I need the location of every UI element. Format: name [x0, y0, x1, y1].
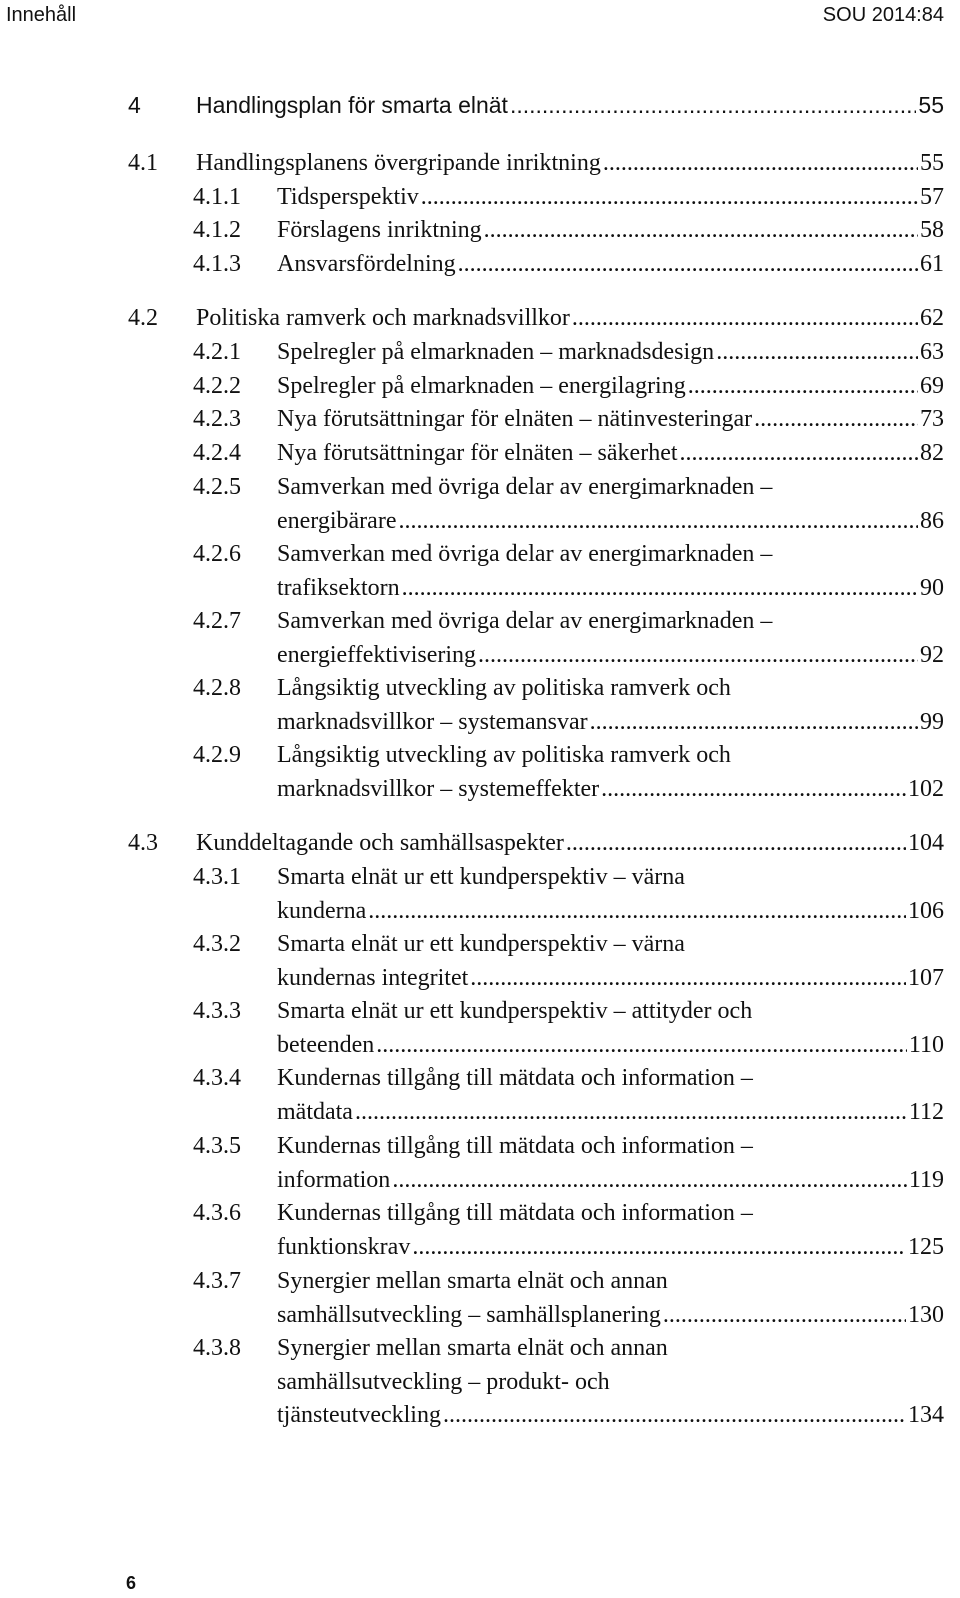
toc-entry-number: 4.3.6: [193, 1200, 241, 1226]
toc-leader-dots: [566, 830, 906, 857]
toc-entry-title-line-last: [277, 373, 944, 407]
toc-entry-title-line: [277, 864, 685, 898]
toc-entry-number: 4.3.4: [193, 1065, 241, 1091]
toc-leader-dots: [680, 440, 918, 467]
toc-entry-number: 4.2.2: [193, 373, 241, 399]
toc-entry-title: Tidsperspektiv: [277, 184, 419, 210]
toc-entry-title: Samverkan med övriga delar av energimarknaden –: [277, 608, 773, 634]
toc-entry-title-line-last: [196, 305, 944, 339]
toc-entry-title-line-last: [277, 898, 944, 932]
toc-entry-title: kunderna: [277, 897, 367, 924]
toc-leader-dots: [398, 508, 918, 535]
toc-entry-page: 130: [908, 1301, 944, 1328]
section-label: Innehåll: [6, 4, 77, 26]
toc-entry-page: 73: [920, 406, 944, 432]
toc-entry-title: Långsiktig utveckling av politiska ramverk och: [277, 675, 731, 701]
toc-entry-title-line-last: [277, 1099, 944, 1133]
toc-entry-title-line: [277, 1268, 668, 1302]
toc-entry-title-line: [277, 1065, 753, 1099]
toc-entry-number: 4: [128, 92, 141, 118]
toc-entry-title-line: [277, 998, 752, 1032]
toc-entry-number: 4.1: [128, 150, 158, 176]
toc-entry-title-line-last: [196, 150, 944, 184]
toc-entry-title: Kunddeltagande och samhällsaspekter: [196, 830, 564, 856]
toc-leader-dots: [663, 1302, 906, 1329]
toc-entry-number: 4.2.6: [193, 541, 241, 567]
toc-entry-title: information: [277, 1166, 391, 1193]
toc-entry-title-line-last: [277, 339, 944, 373]
toc-leader-dots: [421, 184, 918, 211]
toc-entry-number: 4.3.5: [193, 1133, 241, 1159]
toc-entry-page: 63: [920, 339, 944, 365]
toc-entry-title: trafiksektorn: [277, 574, 400, 601]
toc-entry-page: 62: [920, 305, 944, 331]
toc-entry-title-line: [277, 608, 772, 642]
toc-entry-title-line-last: [277, 1302, 944, 1336]
toc-entry-title-line-last: [277, 1032, 944, 1066]
toc-entry-number: 4.3.1: [193, 864, 241, 890]
toc-entry-title: Synergier mellan smarta elnät och annan: [277, 1335, 668, 1361]
toc-entry-title-line: [277, 742, 731, 776]
toc-entry-title: Politiska ramverk och marknadsvillkor: [196, 305, 570, 331]
toc-entry-title: Förslagens inriktning: [277, 217, 482, 243]
toc-leader-dots: [590, 709, 918, 736]
toc-entry-page: 55: [920, 150, 944, 176]
toc-leader-dots: [392, 1167, 907, 1194]
toc-entry-title-line-last: [277, 1402, 944, 1436]
toc-entry-title: funktionskrav: [277, 1233, 411, 1260]
toc-entry-number: 4.1.2: [193, 217, 241, 243]
toc-leader-dots: [443, 1402, 906, 1429]
page-header: [0, 0, 960, 40]
toc-entry-title: Samverkan med övriga delar av energimarknaden –: [277, 541, 773, 567]
toc-entry-number: 4.1.1: [193, 184, 241, 210]
toc-entry-title-line: [277, 931, 685, 965]
toc-entry-number: 4.2.7: [193, 608, 241, 634]
toc-entry-title: Spelregler på elmarknaden – marknadsdesign: [277, 339, 715, 365]
toc-entry-title: samhällsutveckling – samhällsplanering: [277, 1301, 661, 1328]
toc-entry-title-line: [277, 474, 772, 508]
toc-entry-page: 99: [920, 708, 944, 735]
page-number: 6: [126, 1573, 137, 1593]
toc-leader-dots: [603, 150, 918, 177]
toc-entry-page: 106: [908, 897, 944, 924]
toc-entry-title-line: [277, 1200, 753, 1234]
toc-leader-dots: [470, 965, 906, 992]
toc-entry-page: 86: [920, 507, 944, 534]
toc-entry-title: Nya förutsättningar för elnäten – säkerhet: [277, 440, 678, 466]
toc-entry-page: 102: [908, 775, 944, 802]
toc-entry-title: beteenden: [277, 1031, 375, 1058]
toc-leader-dots: [716, 339, 918, 366]
toc-entry-title: samhällsutveckling – produkt- och: [277, 1368, 610, 1395]
toc-entry-page: 55: [918, 92, 944, 118]
toc-entry-number: 4.2.1: [193, 339, 241, 365]
toc-entry-title: Spelregler på elmarknaden – energilagring: [277, 373, 686, 399]
toc-entry-page: 104: [908, 830, 944, 856]
toc-entry-title-line-last: [277, 965, 944, 999]
toc-leader-dots: [402, 575, 918, 602]
toc-entry-page: 90: [920, 574, 944, 601]
toc-entry-title-line-last: [277, 508, 944, 542]
toc-entry-title: Handlingsplan för smarta elnät: [196, 92, 508, 118]
toc-entry-title-line: [277, 1335, 668, 1369]
toc-entry-number: 4.2.5: [193, 474, 241, 500]
toc-entry-number: 4.2.4: [193, 440, 241, 466]
toc-leader-dots: [458, 251, 918, 278]
toc-entry-title-line-last: [277, 217, 944, 251]
toc-entry-number: 4.2.9: [193, 742, 241, 768]
toc-entry-title: Kundernas tillgång till mätdata och information –: [277, 1065, 753, 1091]
toc-entry-title-line-last: [277, 440, 944, 474]
toc-entry-title-line-last: [277, 642, 944, 676]
toc-entry-page: 107: [908, 964, 944, 991]
toc-entry-title: Smarta elnät ur ett kundperspektiv – attityder och: [277, 998, 753, 1024]
toc-leader-dots: [355, 1099, 907, 1126]
toc-entry-page: 134: [908, 1402, 944, 1429]
toc-entry-title: Smarta elnät ur ett kundperspektiv – värna: [277, 864, 685, 890]
toc-entry-title-line-last: [277, 709, 944, 743]
toc-entry-number: 4.3.7: [193, 1268, 241, 1294]
toc-leader-dots: [754, 406, 918, 433]
toc-entry-page: 119: [908, 1166, 944, 1193]
toc-entry-number: 4.3: [128, 830, 158, 856]
toc-entry-title: Handlingsplanens övergripande inriktning: [196, 150, 601, 176]
toc-entry-page: 57: [920, 184, 944, 210]
toc-entry-title: marknadsvillkor – systemansvar: [277, 708, 588, 735]
toc-leader-dots: [601, 776, 906, 803]
toc-entry-title-line-last: [277, 776, 944, 810]
toc-leader-dots: [510, 92, 916, 119]
toc-entry-title: Synergier mellan smarta elnät och annan: [277, 1268, 668, 1294]
toc-entry-title: energibärare: [277, 507, 397, 534]
toc-entry-title-line: [277, 1133, 753, 1167]
toc-entry-number: 4.3.2: [193, 931, 241, 957]
toc-entry-number: 4.2.3: [193, 406, 241, 432]
toc-entry-number: 4.2.8: [193, 675, 241, 701]
toc-leader-dots: [572, 305, 918, 332]
toc-entry-title-line-last: [277, 1234, 944, 1268]
toc-leader-dots: [368, 898, 906, 925]
toc-entry-title-line-last: [277, 184, 944, 218]
toc-entry-page: 112: [908, 1098, 944, 1125]
toc-entry-title-line-last: [277, 575, 944, 609]
toc-entry-title: kundernas integritet: [277, 964, 469, 991]
document-reference: SOU 2014:84: [822, 4, 944, 26]
toc-entry-title: tjänsteutveckling: [277, 1402, 441, 1429]
toc-entry-title: Kundernas tillgång till mätdata och information –: [277, 1133, 753, 1159]
toc-entry-title: Långsiktig utveckling av politiska ramverk och: [277, 742, 731, 768]
toc-leader-dots: [376, 1032, 907, 1059]
toc-entry-title: mätdata: [277, 1098, 353, 1125]
toc-entry-title: Smarta elnät ur ett kundperspektiv – värna: [277, 931, 685, 957]
toc-entry-title-line-last: [196, 830, 944, 864]
toc-entry-title: Kundernas tillgång till mätdata och information –: [277, 1200, 753, 1226]
toc-entry-page: 69: [920, 373, 944, 399]
toc-entry-title-line: [277, 1369, 610, 1403]
toc-entry-title-line-last: [196, 92, 944, 126]
toc-entry-page: 92: [920, 641, 944, 668]
toc-entry-page: 82: [920, 440, 944, 466]
toc-entry-title: energieffektivisering: [277, 641, 477, 668]
toc-entry-page: 61: [920, 251, 944, 277]
toc-entry-title-line: [277, 675, 731, 709]
toc-leader-dots: [412, 1234, 906, 1261]
toc-leader-dots: [478, 642, 918, 669]
toc-entry-number: 4.1.3: [193, 251, 241, 277]
toc-entry-title: Ansvarsfördelning: [277, 251, 456, 277]
toc-entry-number: 4.3.3: [193, 998, 241, 1024]
toc-entry-number: 4.2: [128, 305, 158, 331]
toc-entry-page: 110: [908, 1031, 944, 1058]
toc-entry-page: 58: [920, 217, 944, 243]
toc-entry-title: Samverkan med övriga delar av energimarknaden –: [277, 474, 773, 500]
toc-entry-title: Nya förutsättningar för elnäten – nätinvesteringar: [277, 406, 753, 432]
toc-entry-title-line-last: [277, 1167, 944, 1201]
toc-entry-title-line-last: [277, 406, 944, 440]
toc-leader-dots: [484, 217, 918, 244]
toc-entry-title: marknadsvillkor – systemeffekter: [277, 775, 600, 802]
toc-entry-title-line-last: [277, 251, 944, 285]
toc-entry-number: 4.3.8: [193, 1335, 241, 1361]
toc-leader-dots: [688, 373, 918, 400]
toc-entry-title-line: [277, 541, 772, 575]
toc-entry-page: 125: [908, 1233, 944, 1260]
